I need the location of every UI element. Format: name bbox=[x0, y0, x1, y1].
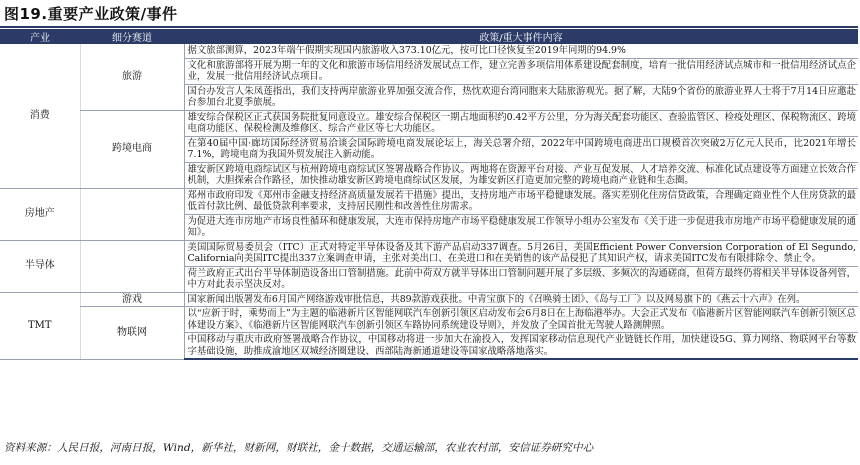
event-text-cell: 国家新闻出版署发布6月国产网络游戏审批信息，共89款游戏获批。中青宝旗下的《召唤骑士团》、《岛与工厂》以及网易旗下的《燕云十六声》在列。 bbox=[184, 292, 858, 307]
table-row bbox=[0, 307, 858, 333]
figure-title: 图19.重要产业政策/事件 bbox=[4, 5, 178, 23]
industry-cell: 半导体 bbox=[0, 240, 80, 292]
table-row bbox=[0, 292, 858, 307]
event-text-cell: 雄安综合保税区正式获国务院批复同意设立。雄安综合保税区一期占地面积约0.42平方公里，分为海关配套功能区、查验监管区、检疫处理区、保税物流区、跨境电商功能区、保税检测及维修区、综合产业区等七大功能区。 bbox=[184, 110, 858, 136]
table-row bbox=[0, 44, 858, 58]
industry-cell: TMT bbox=[0, 292, 80, 359]
event-text-cell: 在第40届中国·廊坊国际经济贸易洽谈会国际跨境电商发展论坛上，海关总署介绍，2022年中国跨境电商进出口规模首次突破2万亿元人民币，比2021年增长7.1%，跨境电商为我国外贸发展注入新动能。 bbox=[184, 136, 858, 162]
event-text-cell: 荷兰政府正式出台半导体制造设备出口管制措施。此前中荷双方就半导体出口管制问题开展了多层级、多频次的沟通磋商，但荷方最终仍将相关半导体设备列管，中方对此表示坚决反对。 bbox=[184, 266, 858, 292]
header-segment: 细分赛道 bbox=[80, 29, 184, 44]
event-text-cell: 以“应新于时，乘势而上”为主题的临港新片区智能网联汽车创新引领区启动发布会6月8日在上海临港举办。大会正式发布《临港新片区智能网联汽车创新引领区总体建设方案》、《临港新片区智能网联汽车创新引领区车路协同系统建设导则》，并发放了全国首批无驾驶人路测牌照。 bbox=[184, 307, 858, 333]
event-text-cell: 据文旅部测算，2023年端午假期实现国内旅游收入373.10亿元，按可比口径恢复至2019年同期的94.9% bbox=[184, 44, 858, 58]
event-text-cell: 美国国际贸易委员会（ITC）正式对特定半导体设备及其下游产品启动337调查。5月26日，美国Efficient Power Conversion Corporation of El Segundo, California向美国ITC提出337立案调查申请，主张对美出口、在美进口和在美销售的该产品侵犯了其知识产权，请求美国ITC发布有限排除令、禁止令。 bbox=[184, 240, 858, 266]
event-text-cell: 文化和旅游部将开展为期一年的文化和旅游市场信用经济发展试点工作，建立完善多项信用体系建设配套制度，培育一批信用经济试点城市和一批信用经济试点企业，发展一批信用经济试点项目。 bbox=[184, 58, 858, 84]
policy-table bbox=[0, 29, 858, 360]
segment-cell: 旅游 bbox=[80, 44, 184, 110]
event-text-cell: 郑州市政府印发《郑州市金融支持经济高质量发展若干措施》提出，支持房地产市场平稳健康发展。落实差别化住房信贷政策，合理确定商业性个人住房贷款的最低首付款比例、最低贷款利率要求，支持居民刚性和改善性住房需求。 bbox=[184, 188, 858, 214]
table-header-row bbox=[0, 29, 858, 44]
segment-cell bbox=[80, 188, 184, 240]
title-divider bbox=[0, 26, 858, 28]
event-text-cell: 雄安新区跨境电商综试区与杭州跨境电商综试区签署战略合作协议。两地将在资源平台对接、产业互促发展、人才培养交流、标准化试点建设等方面建立长效合作机制，大胆探索合作路径，加快推动雄安新区跨境电商综试区发展，为雄安新区打造更加完整的跨境电商产业链和生态圈。 bbox=[184, 162, 858, 188]
segment-cell bbox=[80, 240, 184, 292]
table-row bbox=[0, 188, 858, 214]
header-content: 政策/重大事件内容 bbox=[184, 29, 858, 44]
segment-cell: 游戏 bbox=[80, 292, 184, 307]
header-industry: 产业 bbox=[0, 29, 80, 44]
event-text-cell: 国台办发言人朱凤莲指出，我们支持两岸旅游业界加强交流合作，热忱欢迎台湾同胞来大陆旅游观光。据了解，大陆9个省份的旅游业界人士将于7月14日应邀赴台参加台北夏季旅展。 bbox=[184, 84, 858, 110]
industry-cell: 消费 bbox=[0, 44, 80, 188]
table-body bbox=[0, 44, 858, 359]
table-row bbox=[0, 240, 858, 266]
event-text-cell: 为促进大连市房地产市场良性循环和健康发展，大连市保持房地产市场平稳健康发展工作领导小组办公室发布《关于进一步促进我市房地产市场平稳健康发展的通知》。 bbox=[184, 214, 858, 240]
segment-cell: 跨境电商 bbox=[80, 110, 184, 188]
source-note: 资料来源：人民日报，河南日报，Wind，新华社，财新网，财联社，金十数据，交通运输部，农业农村部，安信证券研究中心 bbox=[4, 442, 594, 454]
event-text-cell: 中国移动与重庆市政府签署战略合作协议，中国移动将进一步加大在渝投入，发挥国家移动信息现代产业链链长作用，加快建设5G、算力网络、物联网平台等数字基础设施，助推成渝地区双城经济圈建设、西部陆海新通道建设等国家战略落地落实。 bbox=[184, 333, 858, 360]
segment-cell: 物联网 bbox=[80, 307, 184, 360]
table-row bbox=[0, 110, 858, 136]
industry-cell: 房地产 bbox=[0, 188, 80, 240]
